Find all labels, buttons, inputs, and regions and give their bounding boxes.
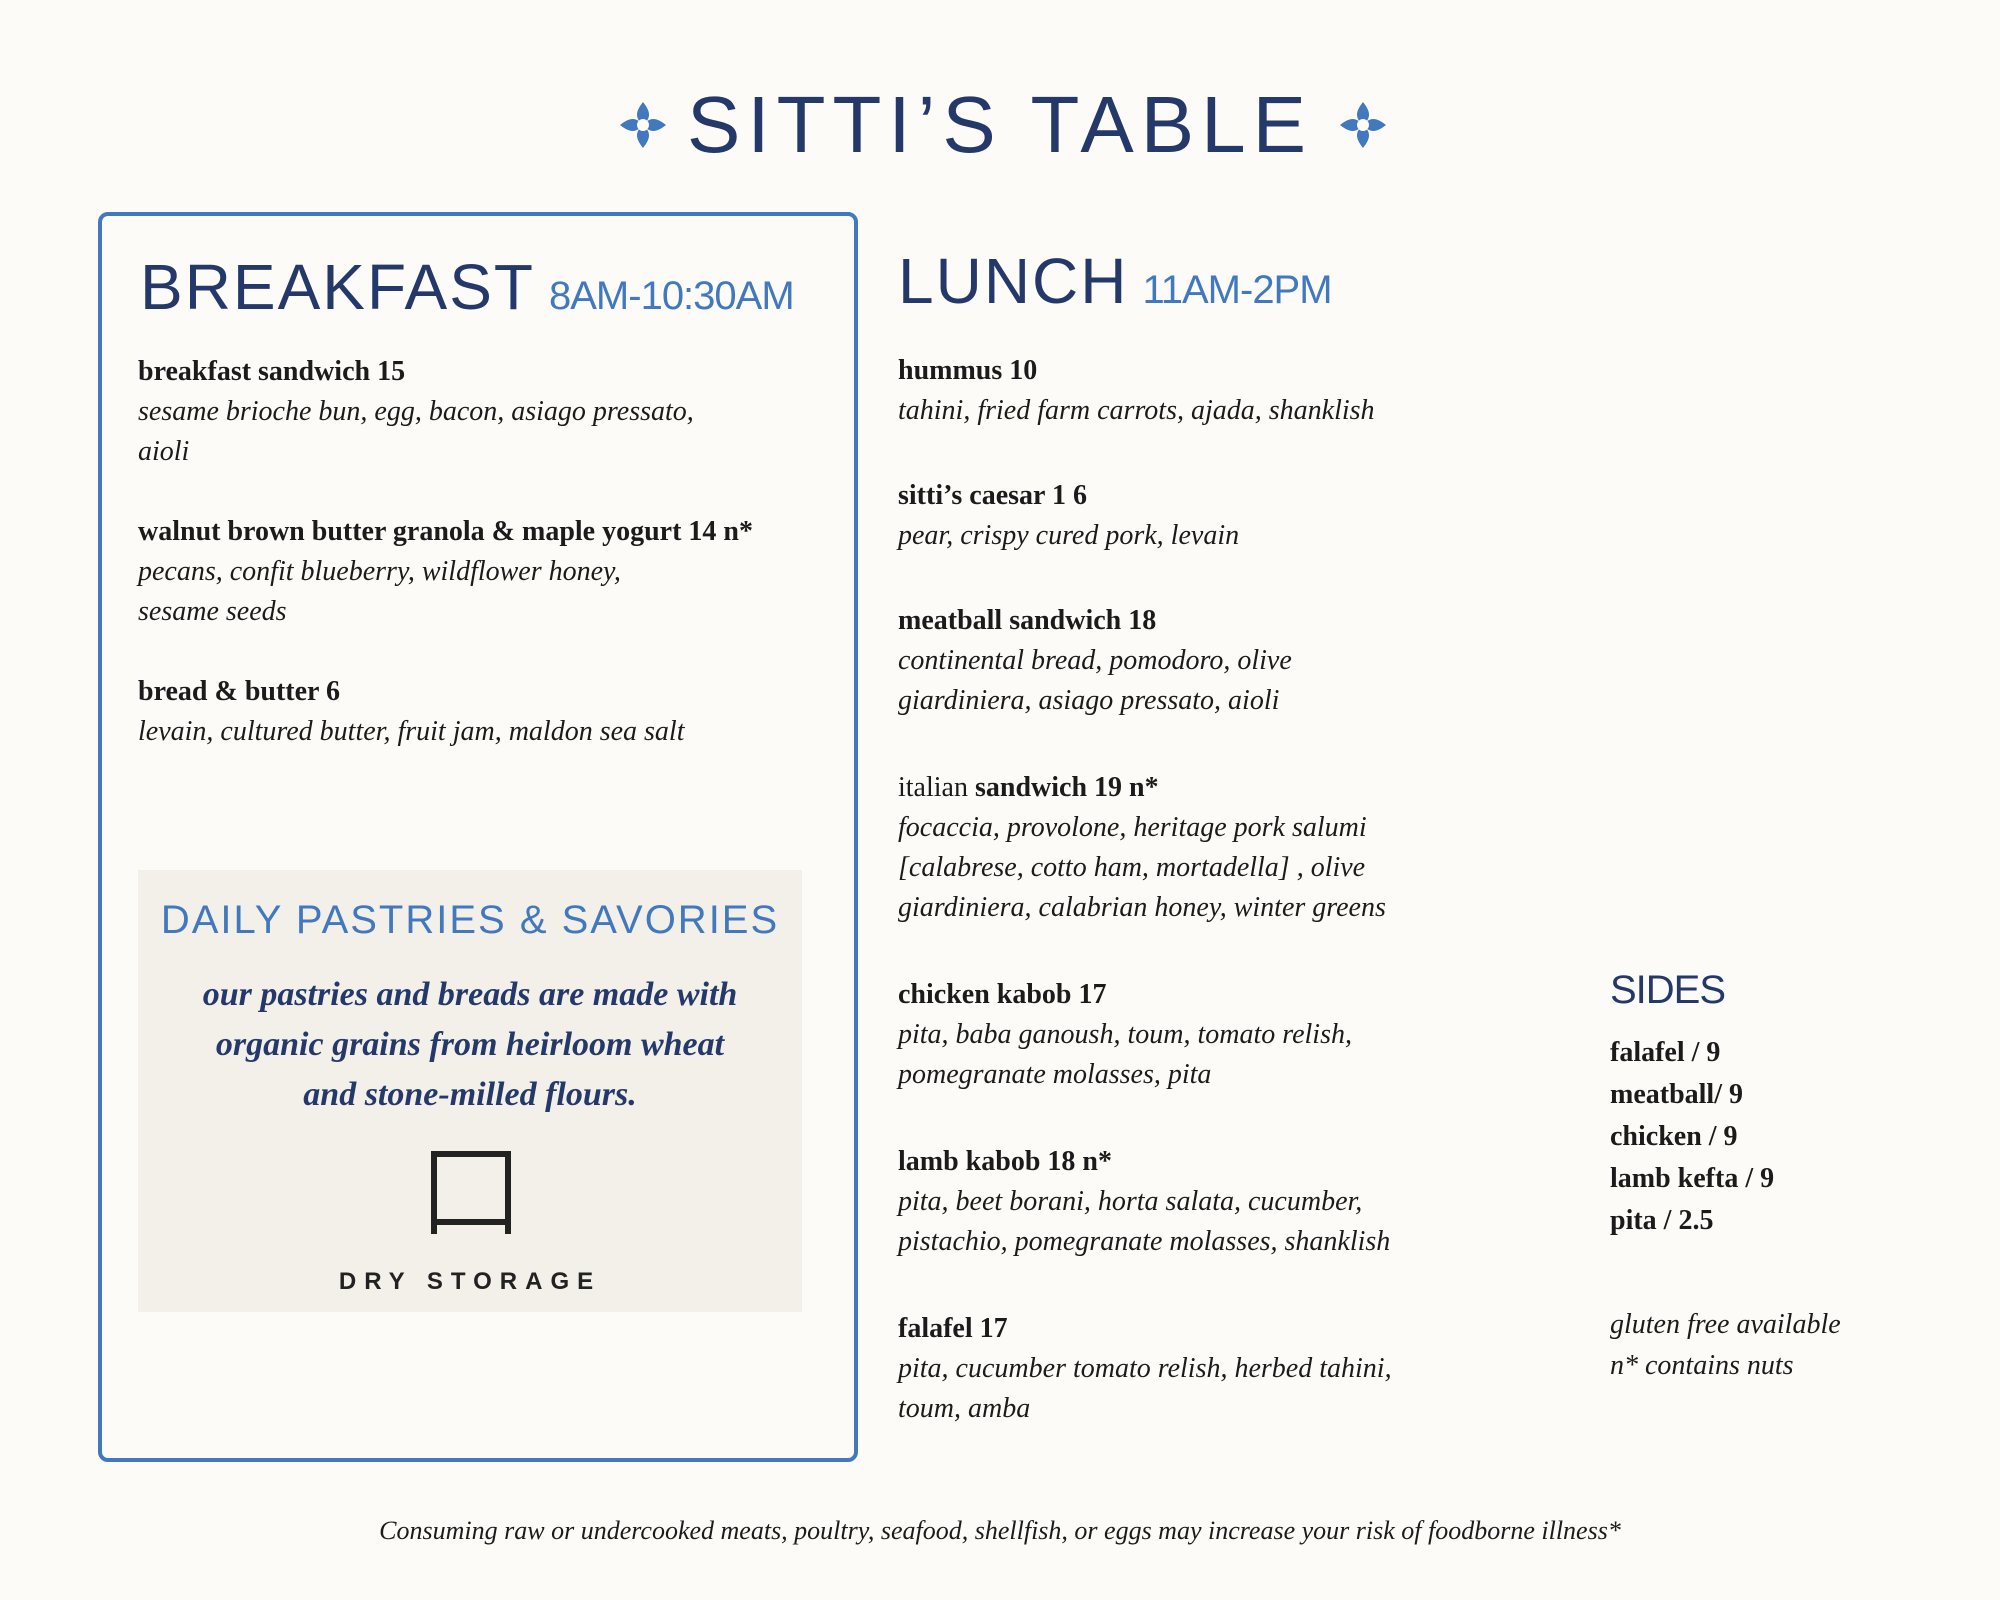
side-item: chicken / 9 — [1610, 1121, 1738, 1152]
item-name: breakfast sandwich 15 — [138, 356, 406, 387]
item-name: bread & butter 6 — [138, 676, 340, 707]
item-desc-line: [calabrese, cotto ham, mortadella] , olive — [898, 852, 1366, 883]
item-desc-line: pistachio, pomegranate molasses, shanklish — [898, 1226, 1391, 1257]
menu-item — [138, 672, 684, 752]
menu-item — [898, 1309, 1392, 1429]
item-desc-line: sesame seeds — [138, 596, 287, 627]
item-desc-line: pear, crispy cured pork, levain — [898, 520, 1240, 551]
item-desc-line: pomegranate molasses, pita — [898, 1059, 1212, 1090]
menu-item — [898, 601, 1292, 721]
item-name: hummus 10 — [898, 355, 1038, 386]
breakfast-hours: 8AM-10:30AM — [549, 274, 794, 318]
menu-item — [898, 975, 1352, 1095]
pastries-line: and stone-milled flours. — [303, 1076, 637, 1113]
pastries-title: DAILY PASTRIES & SAVORIES — [160, 898, 780, 942]
menu-notes — [1610, 1304, 1841, 1386]
item-name-prefix: italian — [898, 772, 975, 803]
item-desc-line: aioli — [138, 436, 190, 467]
pastries-line: organic grains from heirloom wheat — [215, 1026, 725, 1063]
note-nuts: n* contains nuts — [1610, 1350, 1794, 1381]
menu-item — [898, 351, 1375, 431]
item-name: lamb kabob 18 n* — [898, 1146, 1112, 1177]
item-name: falafel 17 — [898, 1313, 1008, 1344]
item-desc-line: toum, amba — [898, 1393, 1031, 1424]
menu-item — [138, 352, 694, 472]
dry-storage-logo-text: DRY STORAGE — [338, 1268, 602, 1295]
item-desc-line: focaccia, provolone, heritage pork salumi — [898, 812, 1367, 843]
pastries-description — [138, 970, 802, 1120]
item-name: sitti’s caesar 1 6 — [898, 480, 1087, 511]
item-desc-line: giardiniera, asiago pressato, aioli — [898, 685, 1280, 716]
item-desc-line: levain, cultured butter, fruit jam, maldon sea salt — [138, 716, 685, 747]
item-name — [898, 768, 1386, 808]
item-desc-line: pita, cucumber tomato relish, herbed tahini, — [898, 1353, 1392, 1384]
header — [0, 70, 2000, 180]
menu-item — [898, 476, 1239, 556]
pastries-line: our pastries and breads are made with — [202, 976, 738, 1013]
item-desc-line: pecans, confit blueberry, wildflower honey, — [138, 556, 621, 587]
item-desc-line: pita, beet borani, horta salata, cucumber, — [898, 1186, 1363, 1217]
menu-item — [898, 768, 1386, 928]
side-item: meatball/ 9 — [1610, 1079, 1743, 1110]
item-name: chicken kabob 17 — [898, 979, 1107, 1010]
item-desc-line: pita, baba ganoush, toum, tomato relish, — [898, 1019, 1352, 1050]
item-desc-line: giardiniera, calabrian honey, winter greens — [898, 892, 1386, 923]
page-title: SITTI’S TABLE — [687, 80, 1313, 169]
menu-item — [138, 512, 753, 632]
footer-disclaimer: Consuming raw or undercooked meats, poultry, seafood, shellfish, or eggs may increase your risk of foodborne illness* — [379, 1516, 1621, 1545]
side-item: lamb kefta / 9 — [1610, 1163, 1775, 1194]
breakfast-title: BREAKFAST — [140, 251, 535, 323]
breakfast-header — [140, 250, 794, 324]
dry-storage-logo-icon — [430, 1150, 512, 1236]
item-name-main: sandwich 19 n* — [974, 772, 1159, 803]
pastries-panel — [138, 870, 802, 1312]
item-desc-line: tahini, fried farm carrots, ajada, shanklish — [898, 395, 1375, 426]
lunch-hours: 11AM-2PM — [1142, 268, 1332, 312]
item-name: walnut brown butter granola & maple yogurt 14 n* — [138, 516, 754, 547]
lunch-title: LUNCH — [898, 245, 1129, 317]
item-desc-line: sesame brioche bun, egg, bacon, asiago pressato, — [138, 396, 694, 427]
menu-item — [898, 1142, 1390, 1262]
sides-title: SIDES — [1610, 968, 1726, 1012]
side-item: pita / 2.5 — [1610, 1205, 1714, 1236]
item-name: meatball sandwich 18 — [898, 605, 1157, 636]
sides-list — [1610, 1032, 1774, 1242]
side-item: falafel / 9 — [1610, 1037, 1721, 1068]
note-gluten-free: gluten free available — [1610, 1309, 1841, 1340]
item-desc-line: continental bread, pomodoro, olive — [898, 645, 1292, 676]
lunch-header — [898, 244, 1332, 318]
flower-icon — [1338, 100, 1388, 150]
